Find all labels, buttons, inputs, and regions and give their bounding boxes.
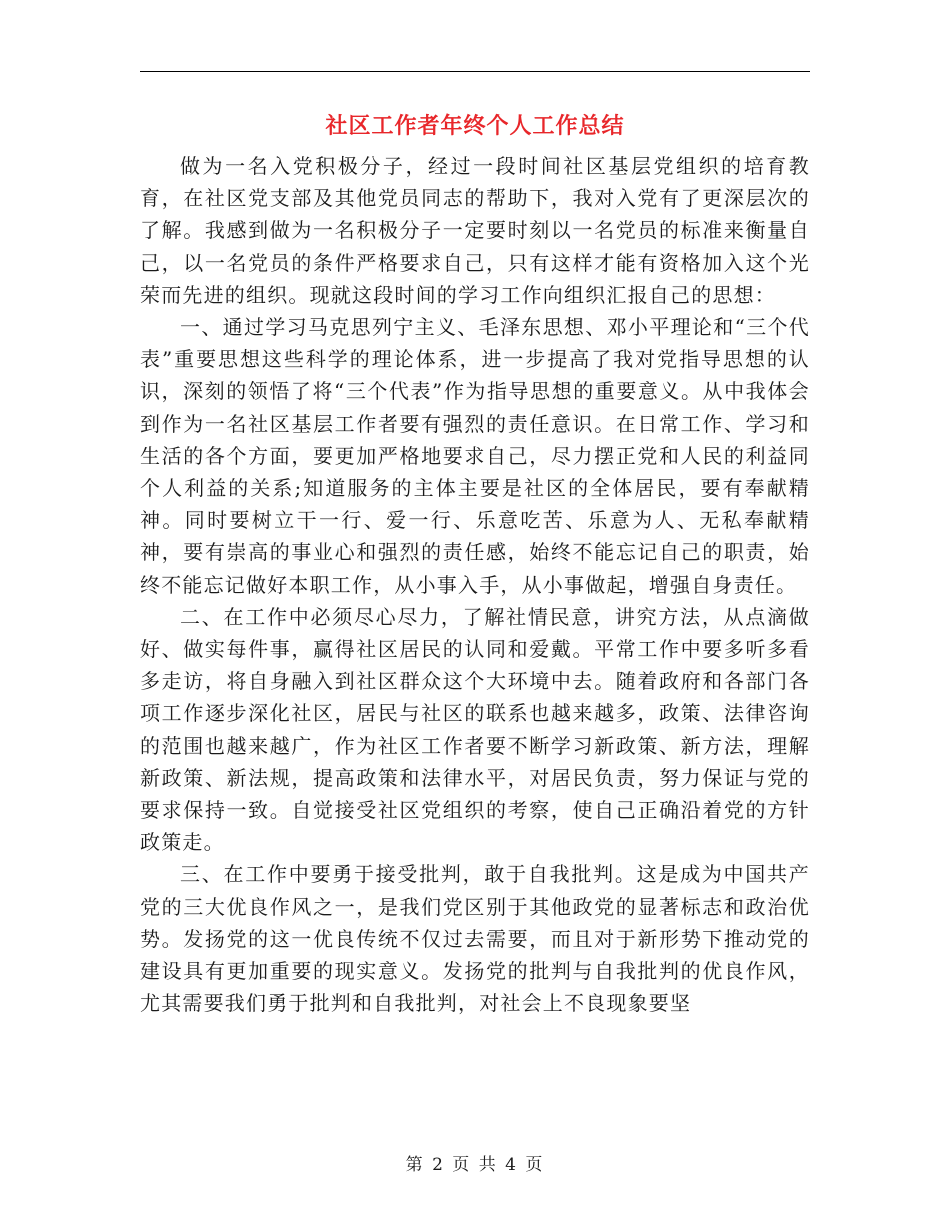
- document-body: [140, 150, 810, 1019]
- document-title: 社区工作者年终个人工作总结: [325, 113, 625, 139]
- body-paragraph-two: 二、在工作中必须尽心尽力，了解社情民意，讲究方法，从点滴做好、做实每件事，赢得社区居民的认同和爱戴。平常工作中要多听多看多走访，将自身融入到社区群众这个大环境中去。随着政府和各部门各项工作逐步深化社区，居民与社区的联系也越来越多，政策、法律咨询的范围也越来越广，作为社区工作者要不断学习新政策、新方法，理解新政策、新法规，提高政策和法律水平，对居民负责，努力保证与党的要求保持一致。自觉接受社区党组织的考察，使自己正确沿着党的方针政策走。: [140, 604, 810, 855]
- body-paragraph-intro: 做为一名入党积极分子，经过一段时间社区基层党组织的培育教育，在社区党支部及其他党员同志的帮助下，我对入党有了更深层次的了解。我感到做为一名积极分子一定要时刻以一名党员的标准来衡量自己，以一名党员的条件严格要求自己，只有这样才能有资格加入这个光荣而先进的组织。现就这段时间的学习工作向组织汇报自己的思想：: [140, 154, 810, 307]
- page-number: 第 2 页 共 4 页: [405, 1155, 545, 1175]
- body-paragraph-one: 一、通过学习马克思列宁主义、毛泽东思想、邓小平理论和“三个代表”重要思想这些科学的理论体系，进一步提高了我对党指导思想的认识，深刻的领悟了将“三个代表”作为指导思想的重要意义。从中我体会到作为一名社区基层工作者要有强烈的责任意识。在日常工作、学习和生活的各个方面，要更加严格地要求自己，尽力摆正党和人民的利益同个人利益的关系;知道服务的主体主要是社区的全体居民，要有奉献精神。同时要树立干一行、爱一行、乐意吃苦、乐意为人、无私奉献精神，要有崇高的事业心和强烈的责任感，始终不能忘记自己的职责，始终不能忘记做好本职工作，从小事入手，从小事做起，增强自身责任。: [140, 315, 810, 597]
- body-paragraph-three: 三、在工作中要勇于接受批判，敢于自我批判。这是成为中国共产党的三大优良作风之一，是我们党区别于其他政党的显著标志和政治优势。发扬党的这一优良传统不仅过去需要，而且对于新形势下推动党的建设具有更加重要的现实意义。发扬党的批判与自我批判的优良作风，尤其需要我们勇于批判和自我批判，对社会上不良现象要坚: [140, 862, 810, 1016]
- header-rule: [140, 71, 810, 72]
